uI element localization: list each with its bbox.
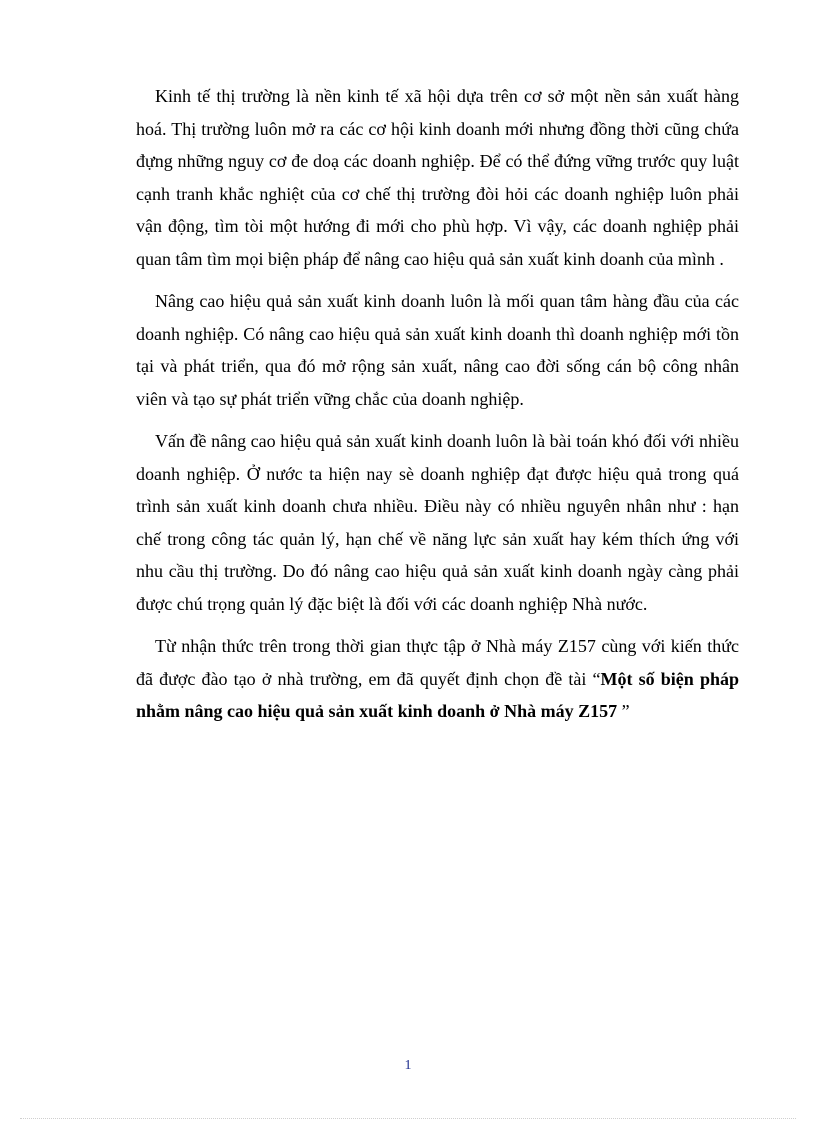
thesis-title: Một số biện pháp nhằm nâng cao hiệu quả sản xuất kinh doanh ở Nhà máy Z157 (136, 668, 739, 721)
paragraph-1: Kinh tế thị trường là nền kinh tế xã hội dựa trên cơ sở một nền sản xuất hàng hoá. Thị trường luôn mở ra các cơ hội kinh doanh mới nhưng đồng thời cũng chứa đựng những nguy cơ đe doạ các doanh nghiệp. Để có thể đứng vững trước quy luật cạnh tranh khắc nghiệt của cơ chế thị trường đòi hỏi các doanh nghiệp luôn phải vận động, tìm tòi một hướng đi mới cho phù hợp. Vì vậy, các doanh nghiệp phải quan tâm tìm mọi biện pháp để nâng cao hiệu quả sản xuất kinh doanh của mình . (136, 86, 739, 269)
paragraph-4-text: Từ nhận thức trên trong thời gian thực tập ở Nhà máy Z157 cùng với kiến thức đã được đào tạo ở nhà trường, em đã quyết định chọn đề tài “ (136, 636, 739, 689)
closing-quote: ” (617, 701, 630, 721)
document-body (136, 80, 739, 738)
page-number: 1 (404, 1058, 412, 1073)
page-bottom-divider (20, 1118, 796, 1119)
paragraph-2: Nâng cao hiệu quả sản xuất kinh doanh luôn là mối quan tâm hàng đầu của các doanh nghiệp. Có nâng cao hiệu quả sản xuất kinh doanh thì doanh nghiệp mới tồn tại và phát triển, qua đó mở rộng sản xuất, nâng cao đời sống cán bộ công nhân viên và tạo sự phát triển vững chắc của doanh nghiệp. (136, 291, 739, 409)
paragraph-3: Vấn đề nâng cao hiệu quả sản xuất kinh doanh luôn là bài toán khó đối với nhiều doanh nghiệp. Ở nước ta hiện nay sè doanh nghiệp đạt được hiệu quả trong quá trình sản xuất kinh doanh chưa nhiều. Điều này có nhiều nguyên nhân như : hạn chế trong công tác quản lý, hạn chế về năng lực sản xuất hay kém thích ứng với nhu cầu thị trường. Do đó nâng cao hiệu quả sản xuất kinh doanh ngày càng phải được chú trọng quản lý đặc biệt là đối với các doanh nghiệp Nhà nước. (136, 431, 739, 614)
paragraph-4 (136, 630, 739, 728)
